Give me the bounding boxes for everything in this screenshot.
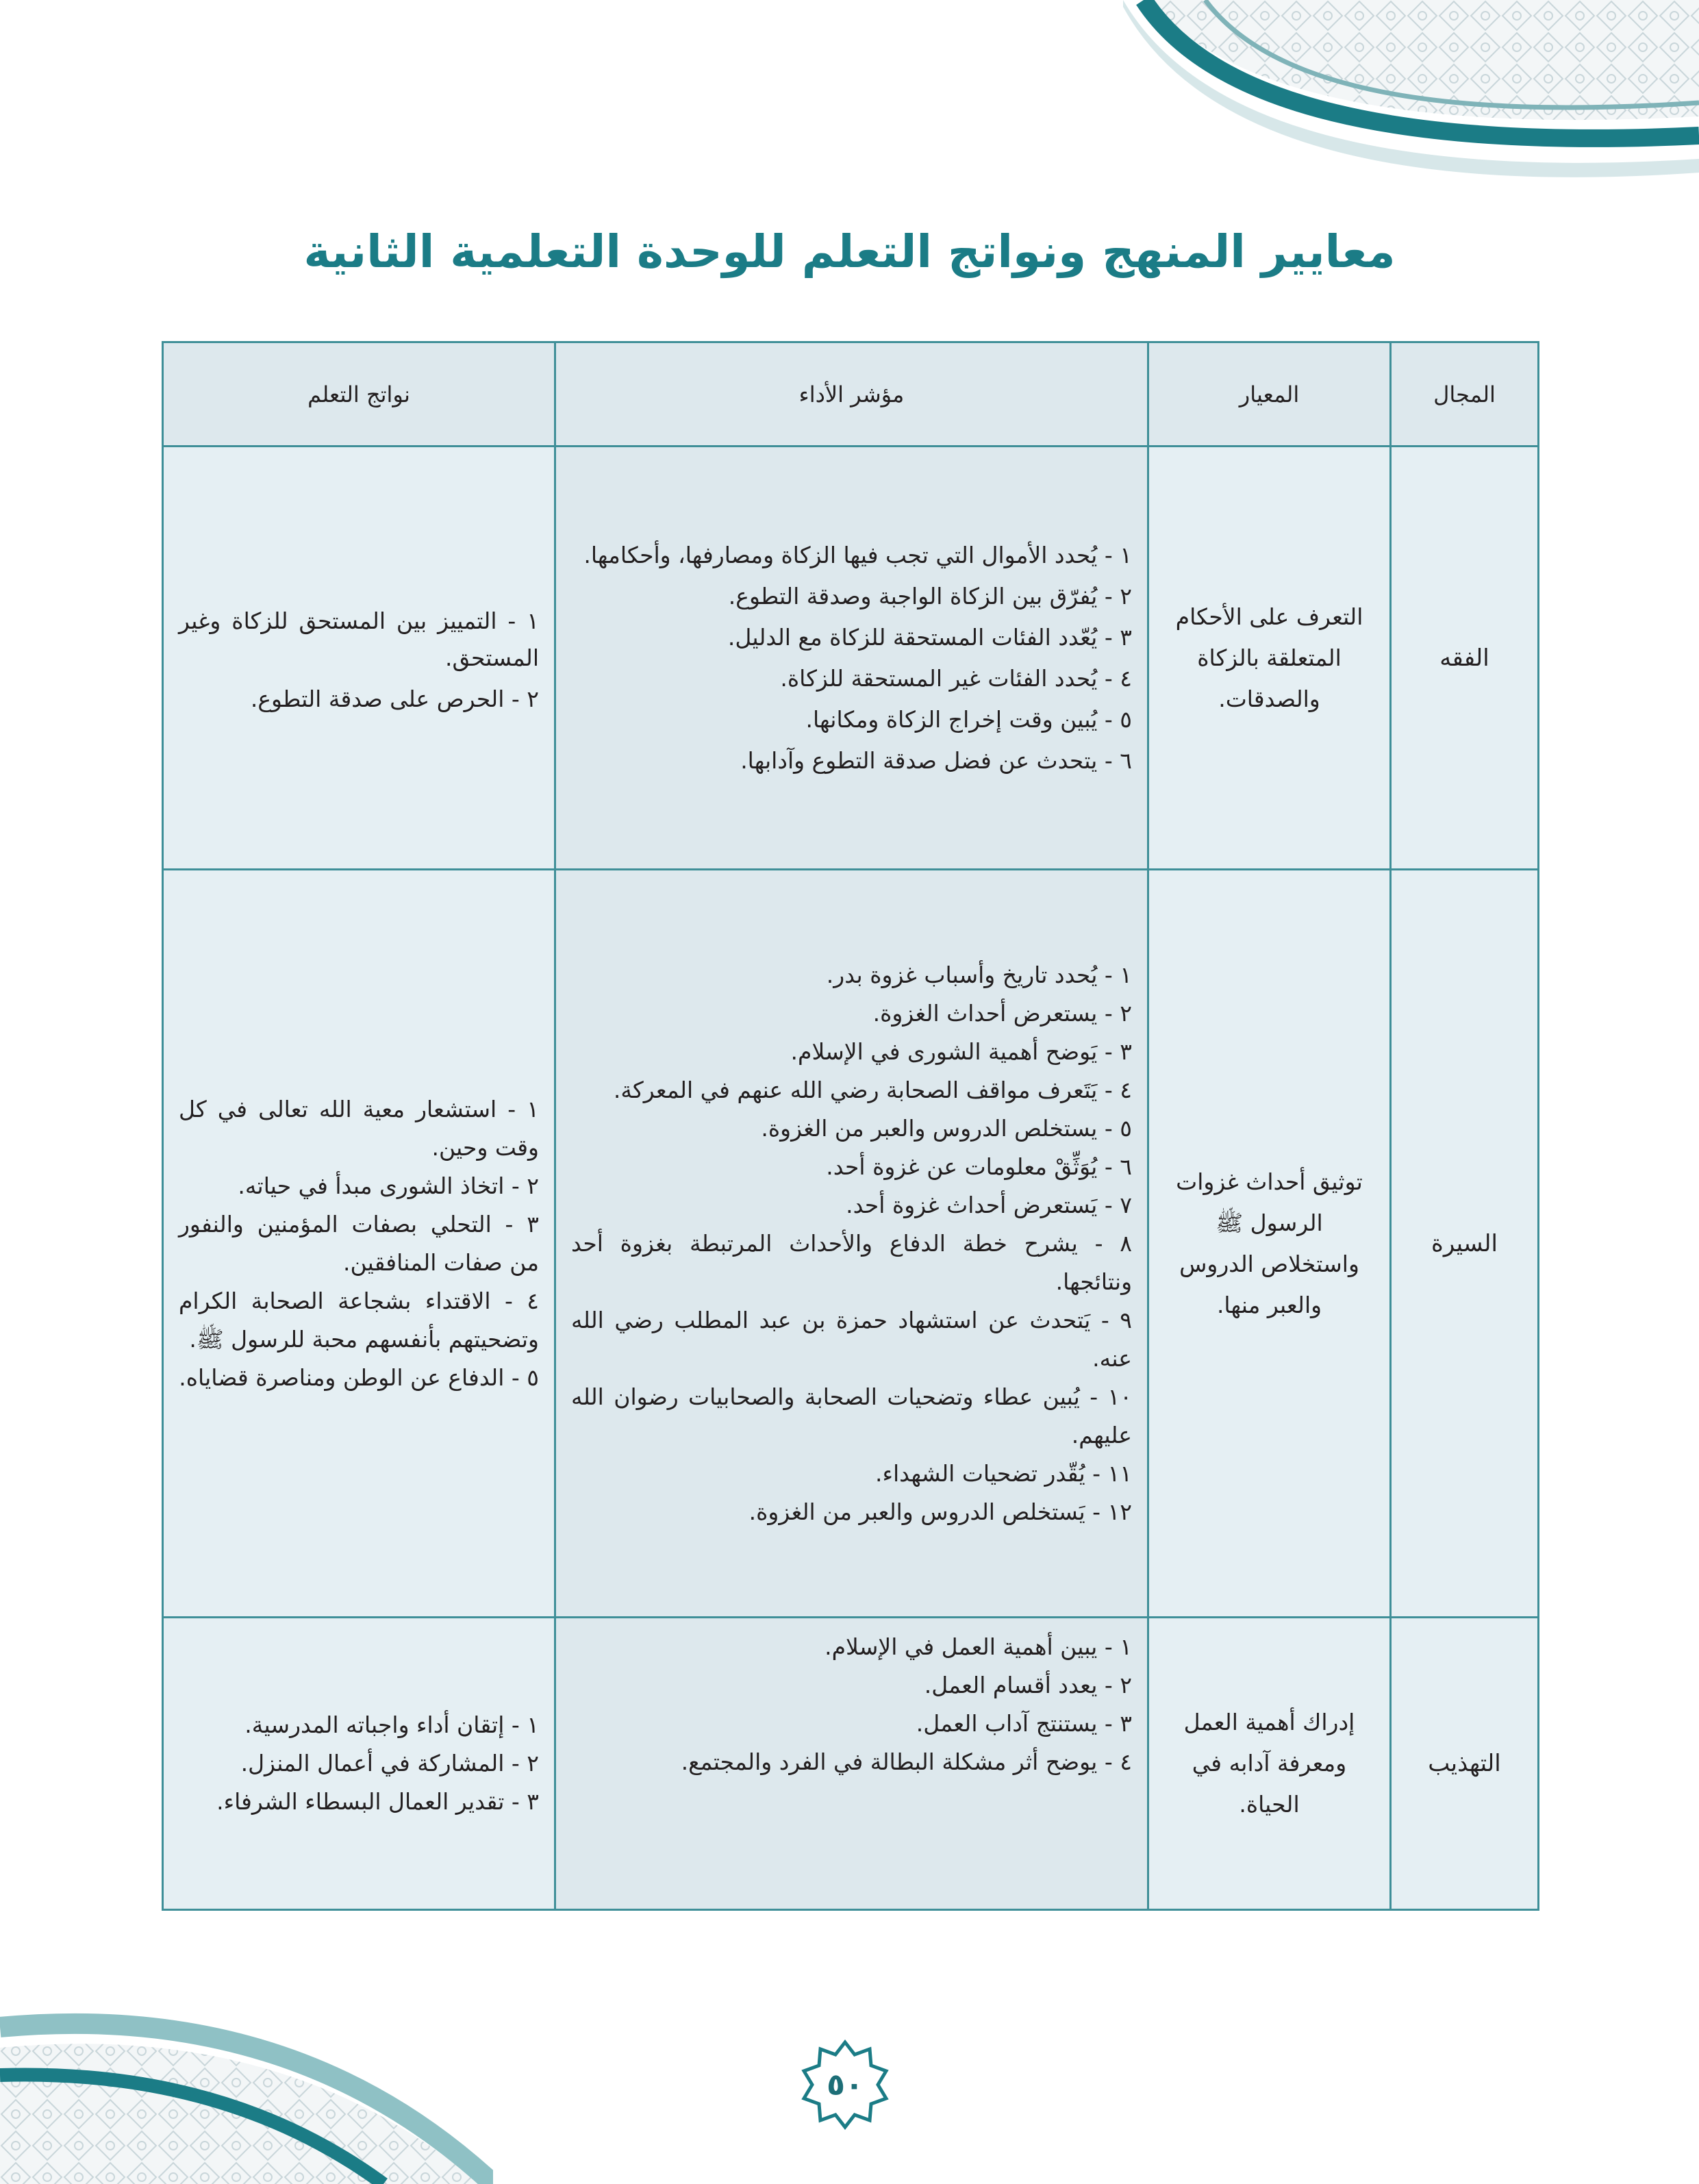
indicator-item: ٥ - يُبين وقت إخراج الزكاة ومكانها. <box>805 705 1132 733</box>
header-outcomes: نواتج التعلم <box>163 342 555 447</box>
indicator-item: ٣ - يستنتج آداب العمل. <box>916 1710 1132 1737</box>
bottom-left-ornament <box>0 1972 493 2184</box>
indicator-item: ٧ - يَستعرض أحداث غزوة أحد. <box>846 1191 1132 1218</box>
indicator-item: ٦ - يُوَثِّقْ معلومات عن غزوة أحد. <box>826 1153 1132 1180</box>
table-row <box>163 870 1539 1618</box>
outcome-list <box>179 599 539 718</box>
standard-cell: توثيق أحداث غزوات الرسول ﷺ واستخلاص الدروس والعبر منها. <box>1148 870 1391 1618</box>
indicator-item: ٢ - يستعرض أحداث الغزوة. <box>872 999 1132 1027</box>
header-domain: المجال <box>1391 342 1539 447</box>
outcome-item: ٣ - التحلي بصفات المؤمنين والنفور من صفات المنافقين. <box>179 1210 539 1276</box>
outcome-item: ٥ - الدفاع عن الوطن ومناصرة قضاياه. <box>179 1364 539 1391</box>
indicators-cell <box>555 1618 1148 1910</box>
indicator-item: ٢ - يُفرّق بين الزكاة الواجبة وصدقة التطوع. <box>728 582 1132 610</box>
outcome-item: ٤ - الاقتداء بشجاعة الصحابة الكرام وتضحيتهم بأنفسهم محبة للرسول ﷺ. <box>179 1287 539 1353</box>
outcomes-cell <box>163 1618 555 1910</box>
indicator-item: ٤ - يوضح أثر مشكلة البطالة في الفرد والمجتمع. <box>681 1748 1132 1775</box>
indicator-item: ١١ - يُقّدر تضحيات الشهداء. <box>874 1459 1132 1487</box>
page-number-badge <box>800 2039 890 2130</box>
header-standard: المعيار <box>1148 342 1391 447</box>
outcome-item: ٢ - الحرص على صدقة التطوع. <box>250 685 539 712</box>
table-row <box>163 1618 1539 1910</box>
indicator-list <box>571 1628 1132 1781</box>
indicator-item: ٨ - يشرح خطة الدفاع والأحداث المرتبطة بغزوة أحد ونتائجها. <box>571 1229 1132 1295</box>
outcome-item: ١ - استشعار معية الله تعالى في كل وقت وحين. <box>179 1095 539 1161</box>
indicator-item: ٢ - يعدد أقسام العمل. <box>924 1672 1132 1698</box>
domain-cell: الفقه <box>1391 447 1539 870</box>
outcome-item: ٢ - اتخاذ الشورى مبدأ في حياته. <box>238 1172 539 1199</box>
indicators-cell <box>555 870 1148 1618</box>
standard-cell: إدراك أهمية العمل ومعرفة آدابه في الحياة. <box>1148 1618 1391 1910</box>
outcome-item: ٢ - المشاركة في أعمال المنزل. <box>240 1750 539 1777</box>
indicator-list <box>571 535 1132 781</box>
indicator-item: ١ - يبين أهمية العمل في الإسلام. <box>825 1633 1132 1660</box>
outcomes-cell <box>163 870 555 1618</box>
indicator-item: ١٠ - يُبين عطاء وتضحيات الصحابة والصحابيات رضوان الله عليهم. <box>571 1383 1132 1448</box>
indicator-item: ١٢ - يَستخلص الدروس والعبر من الغزوة. <box>748 1498 1132 1525</box>
indicator-item: ٤ - يُحدد الفئات غير المستحقة للزكاة. <box>780 664 1132 692</box>
outcome-list <box>179 1090 539 1397</box>
table-row <box>163 447 1539 870</box>
indicator-item: ٤ - يَتَعرف مواقف الصحابة رضي الله عنهم في المعركة. <box>613 1076 1132 1103</box>
outcomes-cell <box>163 447 555 870</box>
page-number: ٥٠ <box>827 2067 864 2103</box>
standard-cell: التعرف على الأحكام المتعلقة بالزكاة والصدقات. <box>1148 447 1391 870</box>
domain-cell: التهذيب <box>1391 1618 1539 1910</box>
curriculum-table <box>162 341 1539 1911</box>
indicator-list <box>571 956 1132 1531</box>
page-title: معايير المنهج ونواتج التعلم للوحدة التعلمية الثانية <box>303 225 1396 279</box>
top-right-ornament <box>1123 0 1699 199</box>
outcome-item: ١ - التمييز بين المستحق للزكاة وغير المستحق. <box>179 607 539 671</box>
indicator-item: ٦ - يتحدث عن فضل صدقة التطوع وآدابها. <box>740 746 1132 774</box>
indicator-item: ٥ - يستخلص الدروس والعبر من الغزوة. <box>761 1114 1132 1142</box>
domain-cell: السيرة <box>1391 870 1539 1618</box>
indicator-item: ٣ - يَوضح أهمية الشورى في الإسلام. <box>790 1038 1132 1065</box>
outcome-item: ١ - إتقان أداء واجباته المدرسية. <box>244 1711 539 1738</box>
outcome-list <box>179 1706 539 1821</box>
indicator-item: ١ - يُحدد الأموال التي تجب فيها الزكاة ومصارفها، وأحكامها. <box>583 541 1132 568</box>
outcome-item: ٣ - تقدير العمال البسطاء الشرفاء. <box>216 1788 539 1815</box>
header-indicators: مؤشر الأداء <box>555 342 1148 447</box>
indicator-item: ٣ - يُعّدد الفئات المستحقة للزكاة مع الدليل. <box>727 623 1132 651</box>
table-header-row <box>163 342 1539 447</box>
indicator-item: ١ - يُحدد تاريخ وأسباب غزوة بدر. <box>826 961 1132 988</box>
indicator-item: ٩ - يَتحدث عن استشهاد حمزة بن عبد المطلب رضي الله عنه. <box>571 1306 1132 1372</box>
indicators-cell <box>555 447 1148 870</box>
